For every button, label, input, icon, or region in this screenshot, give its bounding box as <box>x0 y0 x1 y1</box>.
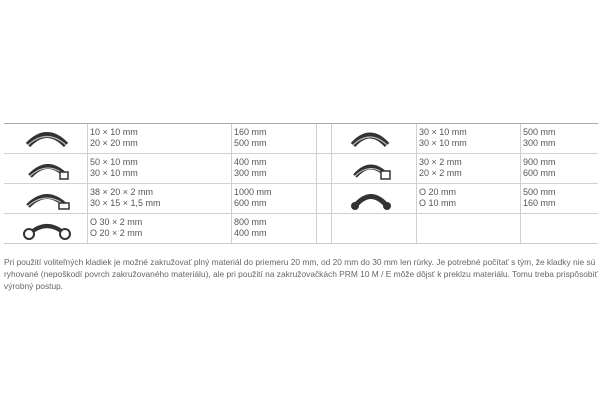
table-row <box>4 214 598 243</box>
length-value: 400 mm <box>234 157 267 167</box>
length-value: 600 mm <box>234 198 267 208</box>
length-cell <box>521 154 598 183</box>
length-cell <box>232 184 317 213</box>
dimension-value: 30 × 15 × 1,5 mm <box>90 198 161 208</box>
empty-cell <box>332 214 417 243</box>
dimension-cell <box>417 184 521 213</box>
length-value: 300 mm <box>523 138 556 148</box>
dimension-value: 20 × 20 mm <box>90 138 138 148</box>
length-value: 300 mm <box>234 168 267 178</box>
length-cell <box>521 124 598 153</box>
length-value: 500 mm <box>523 127 556 137</box>
profile-image-cell <box>4 124 88 153</box>
dimension-value: 10 × 10 mm <box>90 127 138 137</box>
dimension-value: O 20 × 2 mm <box>90 228 143 238</box>
square-tube-bent-icon <box>4 154 88 183</box>
dimension-value: 30 × 10 mm <box>90 168 138 178</box>
length-cell <box>232 154 317 183</box>
dimension-value: 20 × 2 mm <box>419 168 462 178</box>
dimension-cell <box>88 214 232 243</box>
table-spacer <box>317 184 332 213</box>
table-spacer <box>317 154 332 183</box>
profile-table <box>4 123 598 244</box>
length-cell <box>232 214 317 243</box>
empty-cell <box>521 214 598 243</box>
round-bar-bent-icon <box>332 184 417 213</box>
profile-image-cell <box>332 154 417 183</box>
dimension-cell <box>88 184 232 213</box>
length-value: 900 mm <box>523 157 556 167</box>
dimension-value: O 20 mm <box>419 187 457 197</box>
length-value: 400 mm <box>234 228 267 238</box>
table-row <box>4 154 598 184</box>
dimension-cell <box>88 124 232 153</box>
empty-cell <box>417 214 521 243</box>
dimension-cell <box>88 154 232 183</box>
dimension-value: 30 × 2 mm <box>419 157 462 167</box>
rect-tube-bent-icon <box>4 184 88 213</box>
dimension-value: O 10 mm <box>419 198 457 208</box>
table-spacer <box>317 214 332 243</box>
profile-image-cell <box>332 184 417 213</box>
length-cell <box>521 184 598 213</box>
profile-image-cell <box>4 214 88 243</box>
round-tube-bent-icon <box>4 214 88 243</box>
dimension-cell <box>417 154 521 183</box>
profile-image-cell <box>4 154 88 183</box>
dimension-cell <box>417 124 521 153</box>
length-value: 800 mm <box>234 217 267 227</box>
length-value: 160 mm <box>523 198 556 208</box>
dimension-value: 30 × 10 mm <box>419 138 467 148</box>
length-cell <box>232 124 317 153</box>
length-value: 500 mm <box>523 187 556 197</box>
table-row <box>4 184 598 214</box>
length-value: 600 mm <box>523 168 556 178</box>
length-value: 160 mm <box>234 127 267 137</box>
table-spacer <box>317 124 332 153</box>
square-tube-bent-icon <box>332 154 417 183</box>
dimension-value: 50 × 10 mm <box>90 157 138 167</box>
profile-image-cell <box>4 184 88 213</box>
flat-bar-bent-icon <box>332 124 417 153</box>
length-value: 1000 mm <box>234 187 272 197</box>
dimension-value: 38 × 20 × 2 mm <box>90 187 154 197</box>
dimension-value: 30 × 10 mm <box>419 127 467 137</box>
table-row <box>4 124 598 154</box>
profile-image-cell <box>332 124 417 153</box>
dimension-value: O 30 × 2 mm <box>90 217 143 227</box>
flat-bar-bent-icon <box>4 124 88 153</box>
usage-note: Pri použití voliteľných kladiek je možné zakružovať plný materiál do priemeru 20 mm, od 20 mm do 30 mm len rúrky. Je potrebné počítať s tým, že kladky nie sú ryhované (nepoškodí povrch zakružovaného materiálu), ale pri použití na zakružovačkách PRM 10 M / E môže dôjsť k preklzu materiálu. Tomu treba prispôsobiť výrobný postup. <box>4 257 598 292</box>
length-value: 500 mm <box>234 138 267 148</box>
